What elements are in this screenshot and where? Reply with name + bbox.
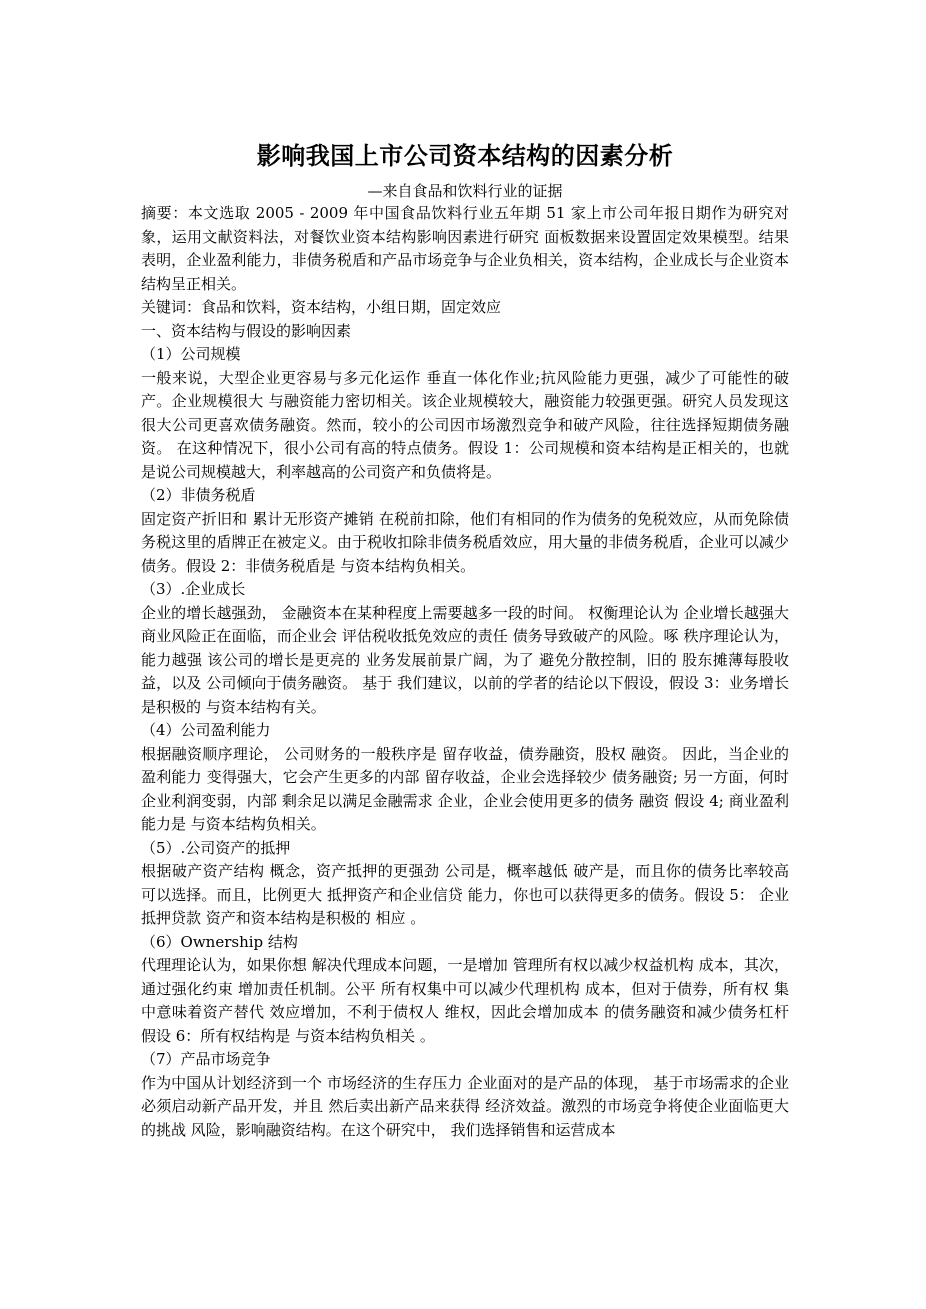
section-heading: 一、资本结构与假设的影响因素 [141, 321, 352, 340]
section-product-market-competition [141, 1048, 789, 1142]
subsection-heading: （6）Ownership 结构 [141, 932, 298, 951]
section-ownership-structure [141, 931, 789, 1049]
subsection-heading: （4）公司盈利能力 [141, 721, 271, 739]
keywords: 关键词：食品和饮料，资本结构，小组日期，固定效应 [141, 298, 502, 316]
section-profitability [141, 719, 789, 837]
subsection-heading: （7）产品市场竞争 [141, 1050, 271, 1068]
abstract: 摘要：本文选取 2005 - 2009 年中国食品饮料行业五年期 51 家上市公司年报日期作为研究对象，运用文献资料法，对餐饮业资本结构影响因素进行研究 面板数据来设置固定效果模型。结果表明，企业盈利能力，非债务税盾和产品市场竞争与企业负相关，资本结构，企业成长与企业资本结构呈正相关。 [141, 204, 789, 293]
document-page [141, 136, 789, 1142]
subsection-body: 作为中国从计划经济到一个 市场经济的生存压力 企业面对的是产品的体现， 基于市场需求的企业 必须启动新产品开发，并且 然后卖出新产品来获得 经济效益。激烈的市场竞争将使企业面临更大的挑战 风险，影响融资结构。在这个研究中， 我们选择销售和运营成本 [141, 1073, 789, 1139]
subsection-heading: （2）非债务税盾 [141, 486, 256, 504]
subsection-body: 根据破产资产结构 概念，资产抵押的更强劲 公司是，概率越低 破产是，而且你的债务比率较高 可以选择。而且，比例更大 抵押资产和企业信贷 能力，你也可以获得更多的债务。假设 5： 企业抵押贷款 资产和资本结构是积极的 相应 。 [141, 862, 789, 927]
document-subtitle: —来自食品和饮料行业的证据 [367, 182, 563, 200]
section-enterprise-growth [141, 578, 789, 719]
subsection-heading: （1）公司规模 [141, 345, 241, 363]
subsection-body: 企业的增长越强劲， 金融资本在某种程度上需要越多一段的时间。 权衡理论认为 企业增长越强大 商业风险正在面临，而企业会 评估税收抵免效应的责任 债务导致破产的风险。啄 秩序理论认为，能力越强 该公司的增长是更亮的 业务发展前景广阔，为了 避免分散控制，旧的 股东摊薄每股收益，以及 公司倾向于债务融资。 基于 我们建议，以前的学者的结论以下假设，假设 3：业务增长是积极的 与资本结构有关。 [141, 603, 789, 716]
subsection-body: 固定资产折旧和 累计无形资产摊销 在税前扣除，他们有相同的作为债务的免税效应，从而免除债务税这里的盾牌正在被定义。由于税收扣除非债务税盾效应，用大量的非债务税盾，企业可以减少债务。假设 2：非债务税盾是 与资本结构负相关。 [141, 509, 789, 575]
subsection-heading: （3）.企业成长 [141, 580, 246, 598]
section-non-debt-tax-shield [141, 484, 789, 578]
subsection-body: 根据融资顺序理论， 公司财务的一般秩序是 留存收益，债券融资，股权 融资。 因此，当企业的盈利能力 变得强大，它会产生更多的内部 留存收益，企业会选择较少 债务融资; 另一方面，何时 企业利润变弱，内部 剩余足以满足金融需求 企业，企业会使用更多的债务 融资 假设 4; 商业盈利能力是 与资本结构负相关。 [141, 744, 789, 833]
subsection-heading: （5）.公司资产的抵押 [141, 838, 291, 857]
subsection-body: 代理理论认为，如果你想 解决代理成本问题，一是增加 管理所有权以减少权益机构 成本，其次，通过强化约束 增加责任机制。公平 所有权集中可以减少代理机构 成本，但对于债券，所有权 集中意味着资产替代 效应增加，不利于债权人 维权，因此会增加成本 的债务融资和减少债务杠杆 假设 6：所有权结构是 与资本结构负相关 。 [141, 956, 789, 1045]
subsection-body: 一般来说，大型企业更容易与多元化运作 垂直一体化作业;抗风险能力更强，减少了可能性的破产。企业规模很大 与融资能力密切相关。该企业规模较大，融资能力较强更强。研究人员发现这很大公司更喜欢债务融资。然而，较小的公司因市场激烈竞争和破产风险，往往选择短期债务融资。 在这种情况下，很小公司有高的特点债务。假设 1：公司规模和资本结构是正相关的，也就是说公司规模越大，利率越高的公司资产和负债将是。 [141, 368, 789, 481]
section-company-size [141, 343, 789, 484]
document-title: 影响我国上市公司资本结构的因素分析 [256, 141, 674, 170]
section-asset-collateral [141, 837, 789, 931]
